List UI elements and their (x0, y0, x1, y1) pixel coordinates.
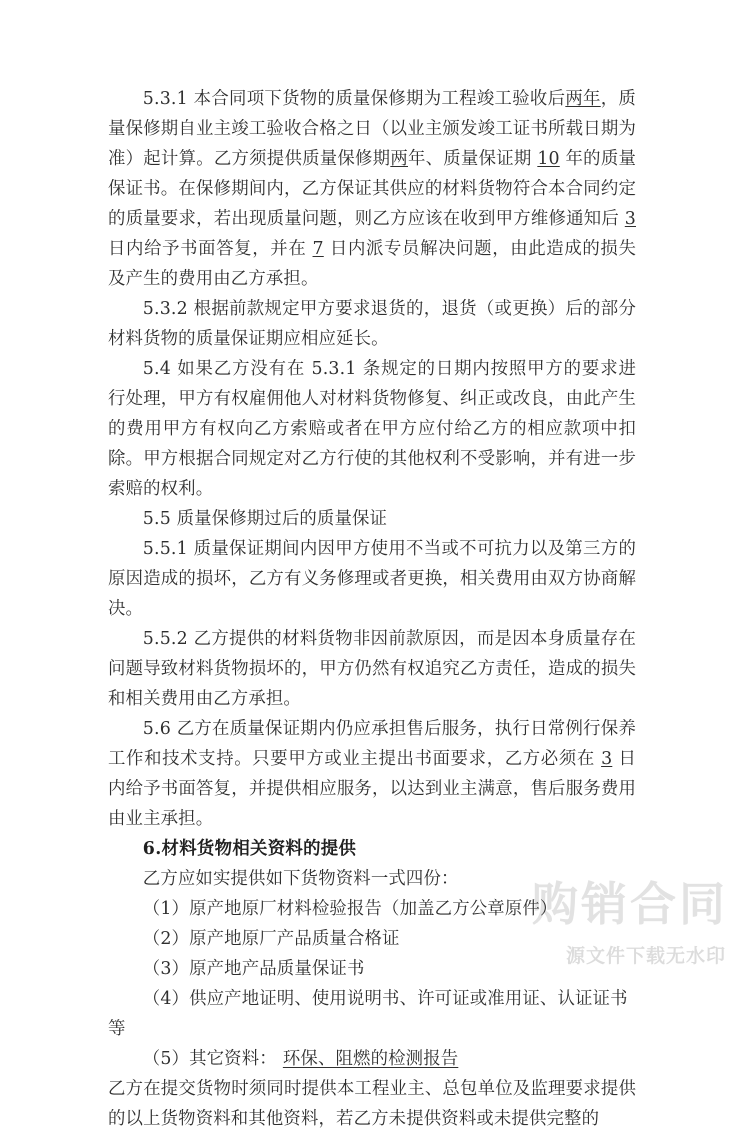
clause-5-5 (108, 504, 636, 534)
closing-para (108, 1074, 636, 1134)
text-run: （4）供应产地证明、使用说明书、许可证或准用证、认证证书等 (108, 989, 628, 1039)
underlined-value: 两 (390, 149, 408, 169)
text-run: 日内给予书面答复，并在 (108, 239, 313, 259)
text-run: 5.5.1 质量保证期间内因甲方使用不当或不可抗力以及第三方的原因造成的损坏，乙方有义务修理或者更换，相关费用由双方协商解决。 (108, 539, 636, 619)
text-run: 乙方应如实提供如下货物资料一式四份： (142, 869, 459, 889)
item-5 (108, 1044, 636, 1074)
text-run: 乙方在提交货物时须同时提供本工程业主、总包单位及监理要求提供的以上货物资料和其他资料，若乙方未提供资料或未提供完整的 (108, 1079, 636, 1129)
item-1 (108, 894, 636, 924)
clause-5-4 (108, 354, 636, 504)
underlined-value: 7 (312, 239, 324, 259)
text-run: 5.6 乙方在质量保证期内仍应承担售后服务，执行日常例行保养工作和技术支持。只要甲方或业主提出书面要求，乙方必须在 (108, 719, 636, 769)
document-text-body (108, 84, 636, 1134)
underlined-value: 环保、阻燃的检测报告 (282, 1049, 459, 1069)
clause-5-5-2 (108, 624, 636, 714)
text-run: 日内给予书面答复，并提供相应服务，以达到业主满意，售后服务费用由业主承担。 (108, 749, 637, 829)
text-run: （5）其它资料： (142, 1049, 277, 1069)
clause-5-6 (108, 714, 636, 834)
text-run: 年、质量保证期 (408, 149, 538, 169)
text-run: 5.5.2 乙方提供的材料货物非因前款原因，而是因本身质量存在问题导致材料货物损坏的，甲方仍然有权追究乙方责任，造成的损失和相关费用由乙方承担。 (108, 629, 636, 709)
text-run: 年的质量保证书。在保修期间内，乙方保证其供应的材料货物符合本合同约定的质量要求，若出现质量问题，则乙方应该在收到甲方维修通知后 (108, 149, 637, 229)
watermark-subtitle-text: 源文件下载无水印 (565, 945, 726, 967)
text-run: 5.3.2 根据前款规定甲方要求退货的，退货（或更换）后的部分材料货物的质量保证期应相应延长。 (108, 299, 636, 349)
underlined-value: 两年 (565, 89, 601, 109)
underlined-value: 3 (624, 209, 636, 229)
lead-in-6 (108, 864, 636, 894)
clause-5-3-1 (108, 84, 636, 294)
clause-5-3-2 (108, 294, 636, 354)
text-run: 5.5 质量保修期过后的质量保证 (142, 509, 388, 529)
clause-5-5-1 (108, 534, 636, 624)
item-4 (108, 984, 636, 1044)
text-run: 6.材料货物相关资料的提供 (142, 839, 357, 859)
text-run: ，质量保修期自业主竣工验收合格之日（以业主颁发竣工证书所载日期为准）起计算。乙方须提供质量保修期 (108, 89, 636, 169)
underlined-value: 3 (601, 749, 613, 769)
text-run: （1）原产地原厂材料检验报告（加盖乙方公章原件） (142, 899, 558, 919)
text-run: 5.4 如果乙方没有在 5.3.1 条规定的日期内按照甲方的要求进行处理，甲方有权雇佣他人对材料货物修复、纠正或改良，由此产生的费用甲方有权向乙方索赔或者在甲方应付给乙方的相应款项中扣除。甲方根据合同规定对乙方行使的其他权利不受影响，并有进一步索赔的权利。 (108, 359, 636, 499)
underlined-value: 10 (537, 149, 560, 169)
text-run: 日内派专员解决问题，由此造成的损失及产生的费用由乙方承担。 (108, 239, 636, 289)
text-run: 5.3.1 本合同项下货物的质量保修期为工程竣工验收后 (142, 89, 566, 109)
heading-6 (108, 834, 636, 864)
item-2 (108, 924, 636, 954)
watermark-logo-text: 购销合同 (532, 877, 728, 931)
text-run: （2）原产地原厂产品质量合格证 (142, 929, 400, 949)
item-3 (108, 954, 636, 984)
text-run: （3）原产地产品质量保证书 (142, 959, 365, 979)
